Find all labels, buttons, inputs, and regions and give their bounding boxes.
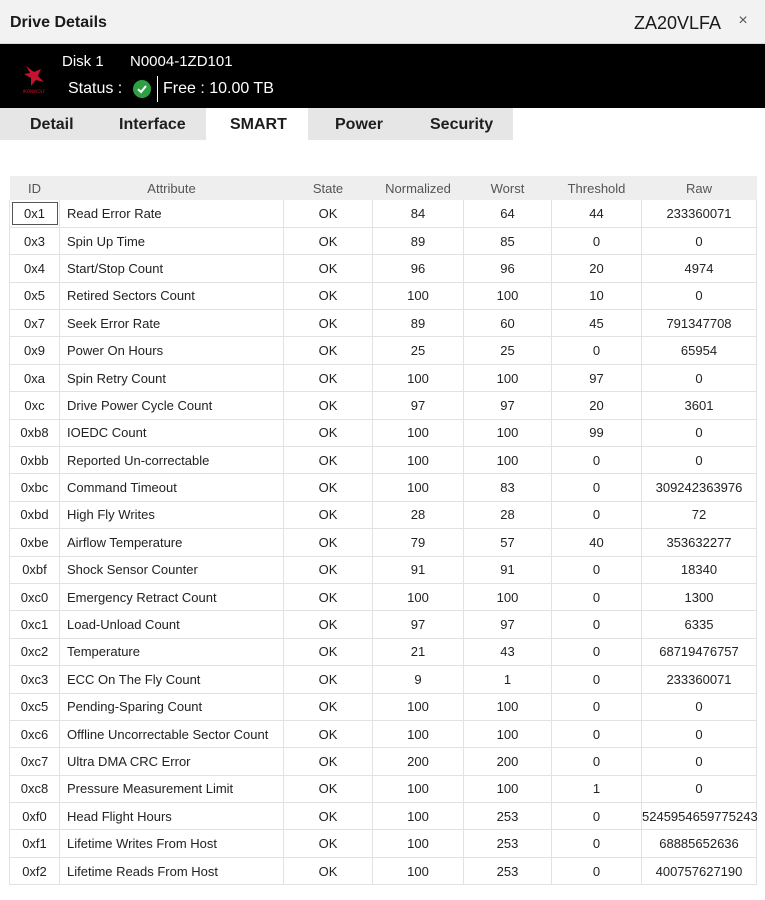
table-row[interactable] bbox=[10, 419, 757, 446]
table-row[interactable] bbox=[10, 748, 757, 775]
cell-threshold: 0 bbox=[552, 748, 642, 775]
cell-state: OK bbox=[284, 447, 373, 474]
table-row[interactable] bbox=[10, 611, 757, 638]
smart-panel bbox=[0, 140, 765, 900]
column-header-normalized[interactable]: Normalized bbox=[373, 176, 464, 200]
cell-threshold: 0 bbox=[552, 474, 642, 501]
cell-id: 0xc5 bbox=[10, 693, 60, 720]
logo-text: IRONWOLF bbox=[22, 89, 46, 94]
cell-state: OK bbox=[284, 857, 373, 884]
cell-normalized: 100 bbox=[373, 803, 464, 830]
cell-worst: 100 bbox=[464, 364, 552, 391]
cell-worst: 1 bbox=[464, 666, 552, 693]
cell-id: 0xf1 bbox=[10, 830, 60, 857]
cell-attribute: Ultra DMA CRC Error bbox=[60, 748, 284, 775]
cell-raw: 233360071 bbox=[642, 666, 757, 693]
cell-threshold: 45 bbox=[552, 310, 642, 337]
cell-worst: 253 bbox=[464, 857, 552, 884]
cell-state: OK bbox=[284, 775, 373, 802]
cell-attribute: Shock Sensor Counter bbox=[60, 556, 284, 583]
cell-state: OK bbox=[284, 419, 373, 446]
tab-power[interactable]: Power bbox=[308, 108, 411, 140]
cell-state: OK bbox=[284, 666, 373, 693]
cell-worst: 28 bbox=[464, 501, 552, 528]
cell-threshold: 0 bbox=[552, 501, 642, 528]
cell-raw: 68885652636 bbox=[642, 830, 757, 857]
cell-state: OK bbox=[284, 310, 373, 337]
cell-raw: 0 bbox=[642, 419, 757, 446]
cell-state: OK bbox=[284, 364, 373, 391]
table-row[interactable] bbox=[10, 447, 757, 474]
cell-id: 0x3 bbox=[10, 227, 60, 254]
table-row[interactable] bbox=[10, 583, 757, 610]
close-icon[interactable]: × bbox=[738, 12, 748, 29]
cell-state: OK bbox=[284, 337, 373, 364]
cell-normalized: 91 bbox=[373, 556, 464, 583]
cell-state: OK bbox=[284, 583, 373, 610]
cell-worst: 100 bbox=[464, 583, 552, 610]
cell-id: 0xbf bbox=[10, 556, 60, 583]
cell-attribute: Spin Up Time bbox=[60, 227, 284, 254]
cell-id: 0xf0 bbox=[10, 803, 60, 830]
cell-attribute: Pressure Measurement Limit bbox=[60, 775, 284, 802]
cell-worst: 60 bbox=[464, 310, 552, 337]
cell-worst: 100 bbox=[464, 282, 552, 309]
column-header-attribute[interactable]: Attribute bbox=[60, 176, 284, 200]
cell-normalized: 100 bbox=[373, 830, 464, 857]
cell-raw: 18340 bbox=[642, 556, 757, 583]
cell-id: 0xc1 bbox=[10, 611, 60, 638]
cell-worst: 64 bbox=[464, 200, 552, 227]
cell-normalized: 100 bbox=[373, 583, 464, 610]
cell-id: 0xbe bbox=[10, 529, 60, 556]
cell-normalized: 100 bbox=[373, 720, 464, 747]
cell-threshold: 97 bbox=[552, 364, 642, 391]
cell-id: 0xc7 bbox=[10, 748, 60, 775]
cell-attribute: ECC On The Fly Count bbox=[60, 666, 284, 693]
cell-threshold: 20 bbox=[552, 392, 642, 419]
cell-id: 0xbd bbox=[10, 501, 60, 528]
cell-worst: 83 bbox=[464, 474, 552, 501]
cell-attribute: Load-Unload Count bbox=[60, 611, 284, 638]
cell-normalized: 200 bbox=[373, 748, 464, 775]
cell-worst: 96 bbox=[464, 255, 552, 282]
cell-worst: 100 bbox=[464, 447, 552, 474]
cell-attribute: High Fly Writes bbox=[60, 501, 284, 528]
cell-threshold: 0 bbox=[552, 720, 642, 747]
cell-worst: 25 bbox=[464, 337, 552, 364]
cell-id: 0x4 bbox=[10, 255, 60, 282]
tab-smart[interactable]: SMART bbox=[206, 108, 308, 140]
cell-threshold: 0 bbox=[552, 447, 642, 474]
smart-table bbox=[9, 176, 757, 885]
cell-attribute: IOEDC Count bbox=[60, 419, 284, 446]
cell-raw: 0 bbox=[642, 748, 757, 775]
cell-state: OK bbox=[284, 282, 373, 309]
cell-normalized: 100 bbox=[373, 419, 464, 446]
cell-attribute: Lifetime Writes From Host bbox=[60, 830, 284, 857]
cell-normalized: 9 bbox=[373, 666, 464, 693]
cell-attribute: Read Error Rate bbox=[60, 200, 284, 227]
cell-normalized: 100 bbox=[373, 857, 464, 884]
table-row[interactable] bbox=[10, 474, 757, 501]
cell-id: 0x7 bbox=[10, 310, 60, 337]
cell-threshold: 0 bbox=[552, 666, 642, 693]
cell-normalized: 100 bbox=[373, 447, 464, 474]
smart-table-body bbox=[10, 200, 757, 885]
cell-id: 0xb8 bbox=[10, 419, 60, 446]
cell-worst: 253 bbox=[464, 830, 552, 857]
window-title: Drive Details bbox=[10, 14, 107, 31]
table-row[interactable] bbox=[10, 803, 757, 830]
table-row[interactable] bbox=[10, 200, 757, 227]
cell-raw: 5245954659775243 bbox=[642, 803, 757, 830]
tab-bar bbox=[0, 108, 765, 140]
cell-threshold: 0 bbox=[552, 693, 642, 720]
cell-state: OK bbox=[284, 556, 373, 583]
cell-threshold: 0 bbox=[552, 583, 642, 610]
status-label: Status : bbox=[68, 80, 123, 97]
cell-state: OK bbox=[284, 255, 373, 282]
table-row[interactable] bbox=[10, 337, 757, 364]
cell-id: 0xa bbox=[10, 364, 60, 391]
cell-normalized: 100 bbox=[373, 775, 464, 802]
table-row[interactable] bbox=[10, 282, 757, 309]
cell-id: 0xf2 bbox=[10, 857, 60, 884]
cell-raw: 72 bbox=[642, 501, 757, 528]
cell-id: 0xc6 bbox=[10, 720, 60, 747]
cell-raw: 233360071 bbox=[642, 200, 757, 227]
cell-attribute: Spin Retry Count bbox=[60, 364, 284, 391]
cell-normalized: 97 bbox=[373, 611, 464, 638]
table-row[interactable] bbox=[10, 857, 757, 884]
cell-normalized: 100 bbox=[373, 282, 464, 309]
cell-id: 0xc3 bbox=[10, 666, 60, 693]
ok-check-icon bbox=[133, 80, 151, 98]
cell-attribute: Reported Un-correctable bbox=[60, 447, 284, 474]
cell-normalized: 89 bbox=[373, 310, 464, 337]
cell-threshold: 0 bbox=[552, 638, 642, 665]
cell-state: OK bbox=[284, 227, 373, 254]
cell-normalized: 97 bbox=[373, 392, 464, 419]
cell-state: OK bbox=[284, 720, 373, 747]
cell-worst: 253 bbox=[464, 803, 552, 830]
cell-normalized: 21 bbox=[373, 638, 464, 665]
cell-attribute: Seek Error Rate bbox=[60, 310, 284, 337]
cell-worst: 100 bbox=[464, 693, 552, 720]
cell-state: OK bbox=[284, 803, 373, 830]
cell-id: 0x5 bbox=[10, 282, 60, 309]
cell-id: 0xbb bbox=[10, 447, 60, 474]
table-row[interactable] bbox=[10, 227, 757, 254]
column-header-state[interactable]: State bbox=[284, 176, 373, 200]
cell-attribute: Temperature bbox=[60, 638, 284, 665]
cell-normalized: 100 bbox=[373, 474, 464, 501]
table-row[interactable] bbox=[10, 638, 757, 665]
cell-raw: 0 bbox=[642, 227, 757, 254]
table-row[interactable] bbox=[10, 501, 757, 528]
drive-model: N0004-1ZD101 bbox=[130, 53, 233, 70]
table-row[interactable] bbox=[10, 529, 757, 556]
cell-raw: 3601 bbox=[642, 392, 757, 419]
tab-interface[interactable]: Interface bbox=[103, 108, 206, 140]
tab-detail[interactable]: Detail bbox=[0, 108, 103, 140]
cell-attribute: Retired Sectors Count bbox=[60, 282, 284, 309]
cell-threshold: 0 bbox=[552, 803, 642, 830]
cell-threshold: 0 bbox=[552, 337, 642, 364]
disk-label: Disk 1 bbox=[62, 53, 104, 70]
cell-raw: 0 bbox=[642, 282, 757, 309]
cell-raw: 309242363976 bbox=[642, 474, 757, 501]
drive-serial: ZA20VLFA bbox=[633, 13, 721, 33]
cell-state: OK bbox=[284, 501, 373, 528]
cell-threshold: 20 bbox=[552, 255, 642, 282]
cell-normalized: 84 bbox=[373, 200, 464, 227]
cell-raw: 68719476757 bbox=[642, 638, 757, 665]
cell-raw: 4974 bbox=[642, 255, 757, 282]
cell-attribute: Pending-Sparing Count bbox=[60, 693, 284, 720]
cell-raw: 65954 bbox=[642, 337, 757, 364]
cell-threshold: 10 bbox=[552, 282, 642, 309]
cell-threshold: 0 bbox=[552, 830, 642, 857]
cell-id: 0x1 bbox=[10, 200, 60, 227]
cell-normalized: 89 bbox=[373, 227, 464, 254]
ironwolf-logo-icon bbox=[14, 60, 54, 96]
table-row[interactable] bbox=[10, 666, 757, 693]
cell-worst: 57 bbox=[464, 529, 552, 556]
cell-attribute: Lifetime Reads From Host bbox=[60, 857, 284, 884]
cell-normalized: 96 bbox=[373, 255, 464, 282]
cell-threshold: 44 bbox=[552, 200, 642, 227]
cell-normalized: 100 bbox=[373, 364, 464, 391]
table-row[interactable] bbox=[10, 255, 757, 282]
column-header-worst[interactable]: Worst bbox=[464, 176, 552, 200]
cell-state: OK bbox=[284, 200, 373, 227]
cell-attribute: Drive Power Cycle Count bbox=[60, 392, 284, 419]
table-row[interactable] bbox=[10, 720, 757, 747]
cell-attribute: Start/Stop Count bbox=[60, 255, 284, 282]
table-row[interactable] bbox=[10, 775, 757, 802]
table-row[interactable] bbox=[10, 364, 757, 391]
cell-normalized: 28 bbox=[373, 501, 464, 528]
cell-state: OK bbox=[284, 638, 373, 665]
cell-id: 0x9 bbox=[10, 337, 60, 364]
column-header-id[interactable]: ID bbox=[10, 176, 60, 200]
cell-id: 0xbc bbox=[10, 474, 60, 501]
cell-worst: 200 bbox=[464, 748, 552, 775]
cell-raw: 0 bbox=[642, 720, 757, 747]
cell-threshold: 0 bbox=[552, 611, 642, 638]
table-row[interactable] bbox=[10, 310, 757, 337]
cell-attribute: Head Flight Hours bbox=[60, 803, 284, 830]
cell-raw: 1300 bbox=[642, 583, 757, 610]
cell-raw: 400757627190 bbox=[642, 857, 757, 884]
cell-threshold: 40 bbox=[552, 529, 642, 556]
cell-worst: 100 bbox=[464, 419, 552, 446]
cell-raw: 791347708 bbox=[642, 310, 757, 337]
cell-raw: 353632277 bbox=[642, 529, 757, 556]
column-header-raw[interactable]: Raw bbox=[642, 176, 757, 200]
cell-attribute: Offline Uncorrectable Sector Count bbox=[60, 720, 284, 747]
cell-normalized: 100 bbox=[373, 693, 464, 720]
cell-raw: 0 bbox=[642, 775, 757, 802]
cell-attribute: Command Timeout bbox=[60, 474, 284, 501]
cell-threshold: 99 bbox=[552, 419, 642, 446]
table-row[interactable] bbox=[10, 392, 757, 419]
cell-state: OK bbox=[284, 611, 373, 638]
cell-worst: 85 bbox=[464, 227, 552, 254]
cell-attribute: Power On Hours bbox=[60, 337, 284, 364]
cell-state: OK bbox=[284, 693, 373, 720]
cell-normalized: 79 bbox=[373, 529, 464, 556]
column-header-threshold[interactable]: Threshold bbox=[552, 176, 642, 200]
title-bar bbox=[0, 0, 765, 44]
table-row[interactable] bbox=[10, 830, 757, 857]
cell-id: 0xc8 bbox=[10, 775, 60, 802]
drive-banner bbox=[0, 44, 765, 108]
cell-id: 0xc0 bbox=[10, 583, 60, 610]
banner-divider bbox=[157, 76, 158, 102]
table-row[interactable] bbox=[10, 693, 757, 720]
cell-state: OK bbox=[284, 748, 373, 775]
cell-state: OK bbox=[284, 830, 373, 857]
table-header-row bbox=[10, 176, 757, 200]
cell-id: 0xc bbox=[10, 392, 60, 419]
cell-id: 0xc2 bbox=[10, 638, 60, 665]
cell-attribute: Emergency Retract Count bbox=[60, 583, 284, 610]
cell-worst: 91 bbox=[464, 556, 552, 583]
cell-attribute: Airflow Temperature bbox=[60, 529, 284, 556]
cell-raw: 0 bbox=[642, 364, 757, 391]
cell-worst: 100 bbox=[464, 775, 552, 802]
tab-security[interactable]: Security bbox=[411, 108, 513, 140]
cell-raw: 0 bbox=[642, 693, 757, 720]
cell-worst: 97 bbox=[464, 392, 552, 419]
cell-state: OK bbox=[284, 529, 373, 556]
cell-threshold: 0 bbox=[552, 857, 642, 884]
cell-state: OK bbox=[284, 474, 373, 501]
table-row[interactable] bbox=[10, 556, 757, 583]
cell-threshold: 0 bbox=[552, 227, 642, 254]
free-space: Free : 10.00 TB bbox=[163, 80, 274, 97]
cell-raw: 6335 bbox=[642, 611, 757, 638]
cell-worst: 43 bbox=[464, 638, 552, 665]
cell-state: OK bbox=[284, 392, 373, 419]
cell-worst: 97 bbox=[464, 611, 552, 638]
cell-threshold: 0 bbox=[552, 556, 642, 583]
cell-worst: 100 bbox=[464, 720, 552, 747]
cell-normalized: 25 bbox=[373, 337, 464, 364]
cell-raw: 0 bbox=[642, 447, 757, 474]
cell-threshold: 1 bbox=[552, 775, 642, 802]
